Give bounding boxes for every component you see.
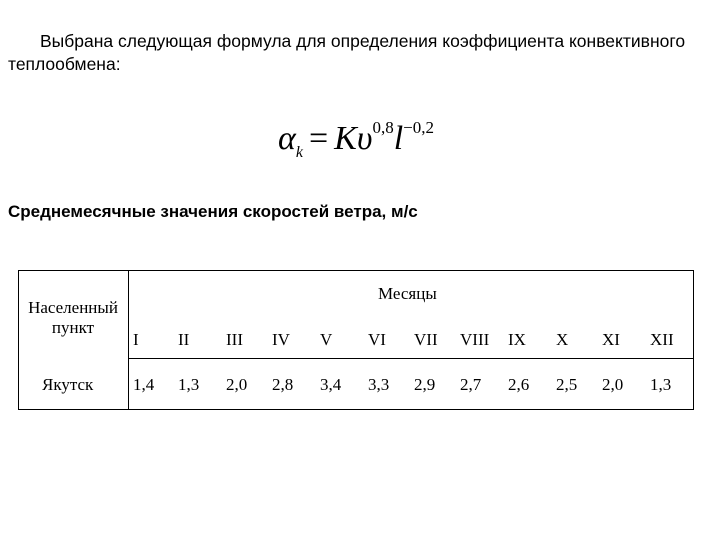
place-name: Якутск <box>42 375 94 394</box>
wind-speed-value: 3,4 <box>320 375 342 394</box>
wind-speed-value: 2,0 <box>226 375 248 394</box>
formula-equals: = <box>308 120 329 157</box>
month-label: X <box>556 330 569 349</box>
month-label: II <box>178 330 190 349</box>
month-label: I <box>133 330 139 349</box>
table-border-right <box>693 270 694 410</box>
month-label: XI <box>602 330 620 349</box>
wind-speed-value: 2,8 <box>272 375 294 394</box>
heat-transfer-formula <box>278 108 434 173</box>
place-column-header: Населенный пункт <box>28 298 118 337</box>
month-label: XII <box>650 330 674 349</box>
table-border-bottom <box>18 409 694 410</box>
formula-length-exponent: −0,2 <box>403 118 434 137</box>
table-divider-header <box>128 358 694 359</box>
wind-speed-value: 2,6 <box>508 375 530 394</box>
wind-speed-value: 2,0 <box>602 375 624 394</box>
month-label: VIII <box>460 330 490 349</box>
formula-factor: K <box>334 120 357 157</box>
month-label: IX <box>508 330 526 349</box>
wind-speed-value: 1,4 <box>133 375 155 394</box>
wind-speed-value: 3,3 <box>368 375 390 394</box>
month-label: VII <box>414 330 438 349</box>
intro-text: Выбрана следующая формула для определения коэффициента конвективного теплообмена: <box>8 31 686 74</box>
wind-speed-value: 2,9 <box>414 375 436 394</box>
wind-speed-value: 1,3 <box>178 375 200 394</box>
wind-speed-table <box>18 270 694 410</box>
month-label: IV <box>272 330 290 349</box>
formula-velocity: υ <box>356 120 373 157</box>
formula-alpha: α <box>278 120 296 157</box>
wind-speed-value: 2,7 <box>460 375 482 394</box>
table-divider-place <box>128 270 129 410</box>
table-heading: Среднемесячные значения скоростей ветра, м/с <box>8 202 418 221</box>
formula-length: l <box>393 120 404 157</box>
intro-paragraph <box>8 30 708 76</box>
wind-speed-value: 2,5 <box>556 375 578 394</box>
table-border-top <box>18 270 694 271</box>
formula-velocity-exponent: 0,8 <box>372 118 394 137</box>
table-border-left <box>18 270 19 410</box>
months-header: Месяцы <box>378 284 437 303</box>
month-label: VI <box>368 330 386 349</box>
wind-speed-value: 1,3 <box>650 375 672 394</box>
month-label: III <box>226 330 243 349</box>
month-label: V <box>320 330 333 349</box>
formula-alpha-subscript: k <box>295 144 303 161</box>
